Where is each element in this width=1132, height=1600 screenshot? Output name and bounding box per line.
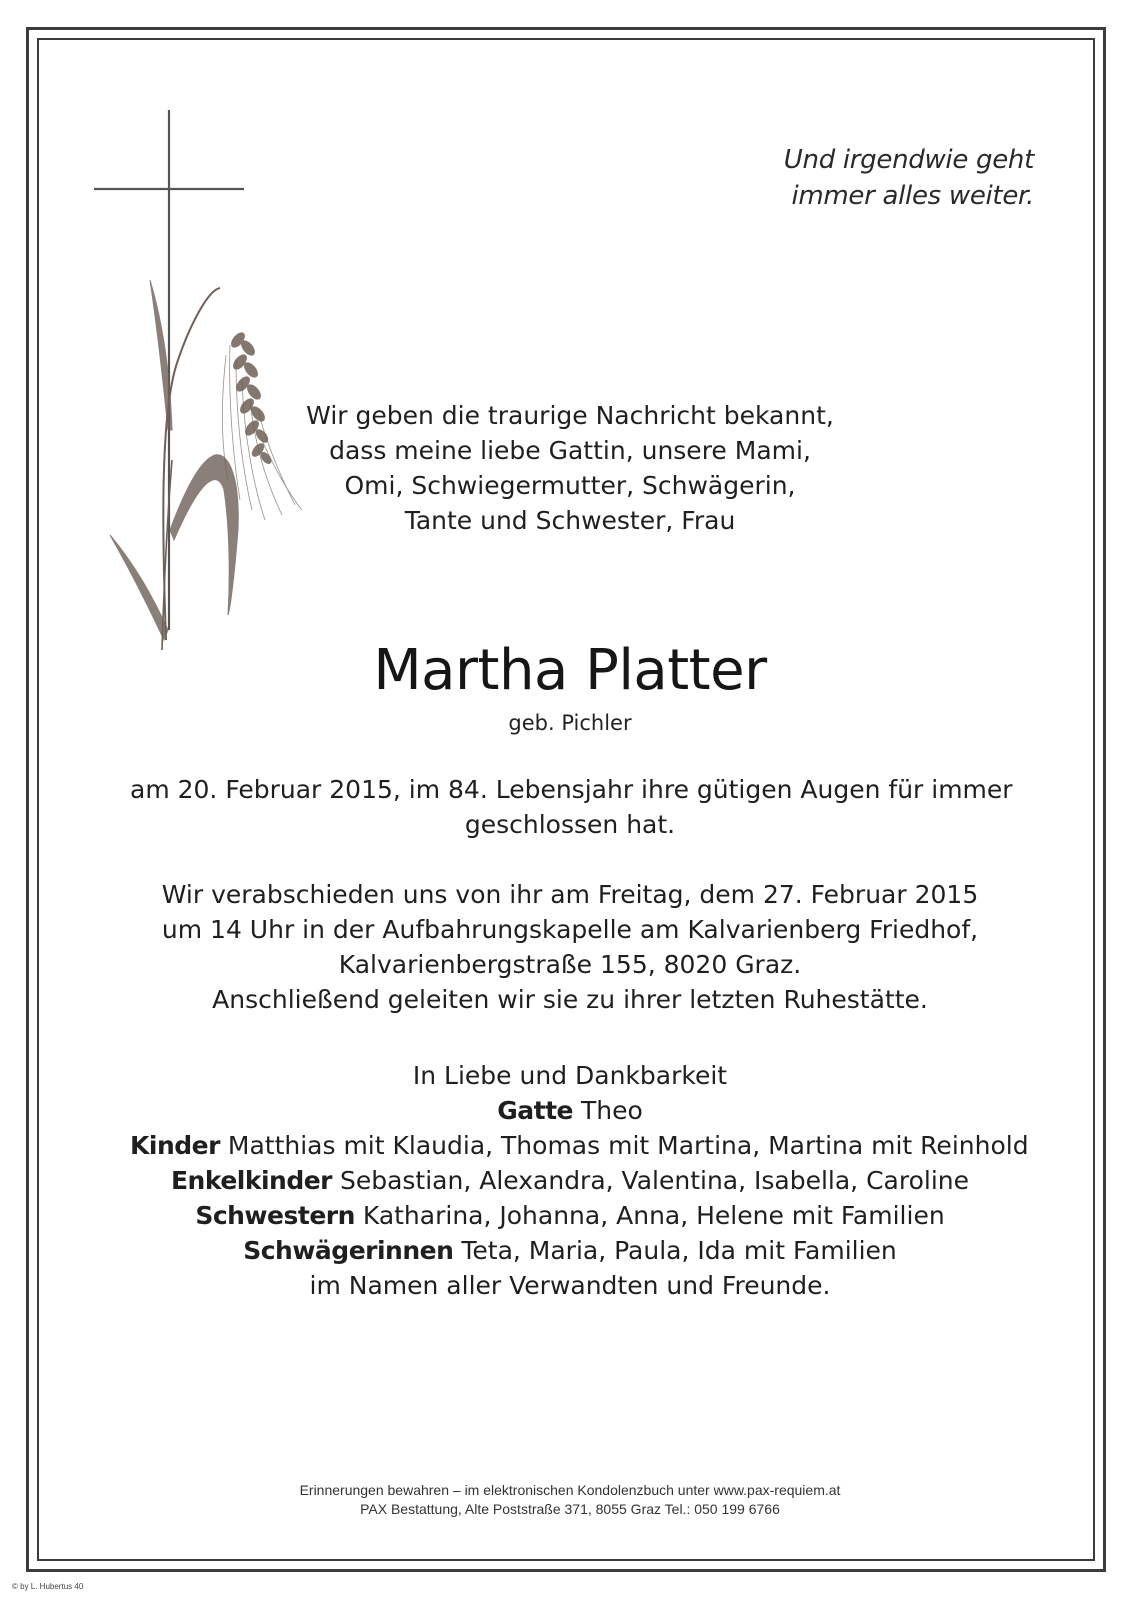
mourners-list [130, 1058, 1029, 1303]
cross-icon [94, 110, 244, 630]
service-line-2: um 14 Uhr in der Aufbahrungskapelle am Kalvarienberg Friedhof, [161, 915, 979, 944]
spouse-name: Theo [580, 1096, 643, 1125]
sisters-names: Katharina, Johanna, Anna, Helene mit Familien [362, 1201, 945, 1230]
service-line-4: Anschließend geleiten wir sie zu ihrer letzten Ruhestätte. [212, 985, 928, 1014]
funeral-service-details [130, 877, 1010, 1017]
sisters-in-law-line [130, 1233, 1010, 1268]
announcement-intro [200, 398, 940, 538]
death-line-2: geschlossen hat. [464, 810, 676, 839]
cross-and-wheat-decoration [90, 110, 320, 670]
intro-line-1: Wir geben die traurige Nachricht bekannt, [306, 401, 834, 430]
footer-line-2: PAX Bestattung, Alte Poststraße 371, 8055 Graz Tel.: 050 199 6766 [360, 1501, 780, 1517]
footer [200, 1481, 940, 1519]
grandchildren-names: Sebastian, Alexandra, Valentina, Isabella, Caroline [339, 1166, 969, 1195]
motto [690, 142, 1034, 214]
intro-line-3: Omi, Schwiegermutter, Schwägerin, [344, 471, 796, 500]
family-closing: im Namen aller Verwandten und Freunde. [309, 1271, 831, 1300]
sisters-line [130, 1198, 1010, 1233]
children-names: Matthias mit Klaudia, Thomas mit Martina, Martina mit Reinhold [227, 1131, 1029, 1160]
service-line-1: Wir verabschieden uns von ihr am Freitag, dem 27. Februar 2015 [161, 880, 979, 909]
sisters-label: Schwestern [195, 1201, 355, 1230]
motto-line-2: immer alles weiter. [791, 181, 1034, 211]
sisters-in-law-label: Schwägerinnen [243, 1236, 454, 1265]
service-line-3: Kalvarienbergstraße 155, 8020 Graz. [338, 950, 802, 979]
deceased-name: Martha Platter [373, 638, 767, 703]
motto-line-1: Und irgendwie geht [783, 145, 1034, 175]
death-statement [130, 772, 1013, 842]
family-heading: In Liebe und Dankbarkeit [412, 1061, 728, 1090]
grandchildren-label: Enkelkinder [170, 1166, 333, 1195]
children-label: Kinder [130, 1131, 220, 1160]
sisters-in-law-names: Teta, Maria, Paula, Ida mit Familien [461, 1236, 897, 1265]
footer-line-1: Erinnerungen bewahren – im elektronischen Kondolenzbuch unter www.pax-requiem.at [299, 1482, 841, 1498]
spouse-label: Gatte [497, 1096, 573, 1125]
intro-line-4: Tante und Schwester, Frau [404, 506, 736, 535]
copyright-note: © by L. Hubertus 40 [12, 1582, 84, 1591]
children-line [130, 1128, 1029, 1163]
grandchildren-line [130, 1163, 1010, 1198]
spouse-line [130, 1093, 1010, 1128]
maiden-name: geb. Pichler [508, 711, 632, 735]
intro-line-2: dass meine liebe Gattin, unsere Mami, [329, 436, 811, 465]
death-line-1: am 20. Februar 2015, im 84. Lebensjahr ihre gütigen Augen für immer [130, 775, 1013, 804]
